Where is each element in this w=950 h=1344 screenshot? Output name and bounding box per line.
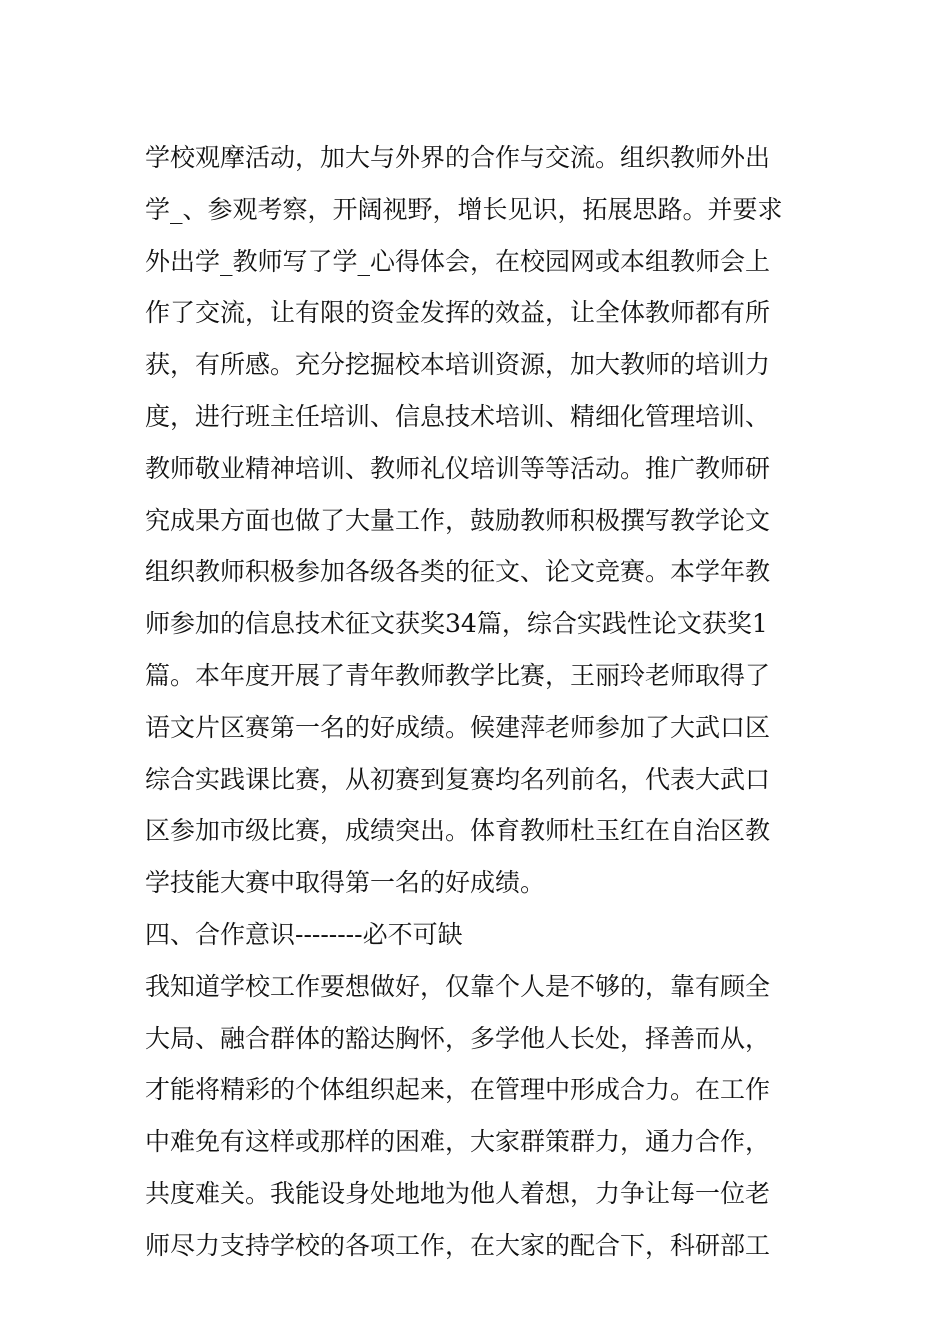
text-line: 才能将精彩的个体组织起来，在管理中形成合力。在工作 bbox=[145, 1075, 771, 1105]
text-line: 共度难关。我能设身处地地为他人着想，力争让每一位老 bbox=[145, 1178, 771, 1208]
text-line: 语文片区赛第一名的好成绩。候建萍老师参加了大武口区 bbox=[145, 712, 771, 742]
text-line: 大局、融合群体的豁达胸怀，多学他人长处，择善而从， bbox=[145, 1023, 771, 1053]
text-line: 教师敬业精神培训、教师礼仪培训等等活动。推广教师研 bbox=[145, 453, 771, 483]
text-line: 外出学_教师写了学_心得体会，在校园网或本组教师会上 bbox=[145, 246, 771, 276]
text-line: 篇。本年度开展了青年教师教学比赛，王丽玲老师取得了 bbox=[145, 660, 771, 690]
text-line: 学_、参观考察，开阔视野，增长见识，拓展思路。并要求 bbox=[145, 194, 783, 224]
text-line: 作了交流，让有限的资金发挥的效益，让全体教师都有所 bbox=[145, 298, 771, 328]
body-text bbox=[145, 132, 810, 1272]
text-line: 中难免有这样或那样的困难，大家群策群力，通力合作， bbox=[145, 1127, 771, 1157]
text-line: 究成果方面也做了大量工作，鼓励教师积极撰写教学论文 bbox=[145, 505, 771, 535]
text-line: 度，进行班主任培训、信息技术培训、精细化管理培训、 bbox=[145, 401, 771, 431]
text-line: 区参加市级比赛，成绩突出。体育教师杜玉红在自治区教 bbox=[145, 816, 771, 846]
text-line: 我知道学校工作要想做好，仅靠个人是不够的，靠有顾全 bbox=[145, 971, 771, 1001]
text-line: 组织教师积极参加各级各类的征文、论文竞赛。本学年教 bbox=[145, 557, 771, 587]
text-line: 获，有所感。充分挖掘校本培训资源，加大教师的培训力 bbox=[145, 350, 771, 380]
text-line: 学技能大赛中取得第一名的好成绩。 bbox=[145, 868, 546, 898]
text-line: 学校观摩活动，加大与外界的合作与交流。组织教师外出 bbox=[145, 143, 771, 172]
text-line: 师尽力支持学校的各项工作，在大家的配合下，科研部工 bbox=[145, 1230, 771, 1260]
text-line: 综合实践课比赛，从初赛到复赛均名列前名，代表大武口 bbox=[145, 764, 771, 794]
text-line: 师参加的信息技术征文获奖34篇，综合实践性论文获奖1 bbox=[145, 609, 768, 639]
section-heading: 四、合作意识--------必不可缺 bbox=[145, 919, 463, 949]
